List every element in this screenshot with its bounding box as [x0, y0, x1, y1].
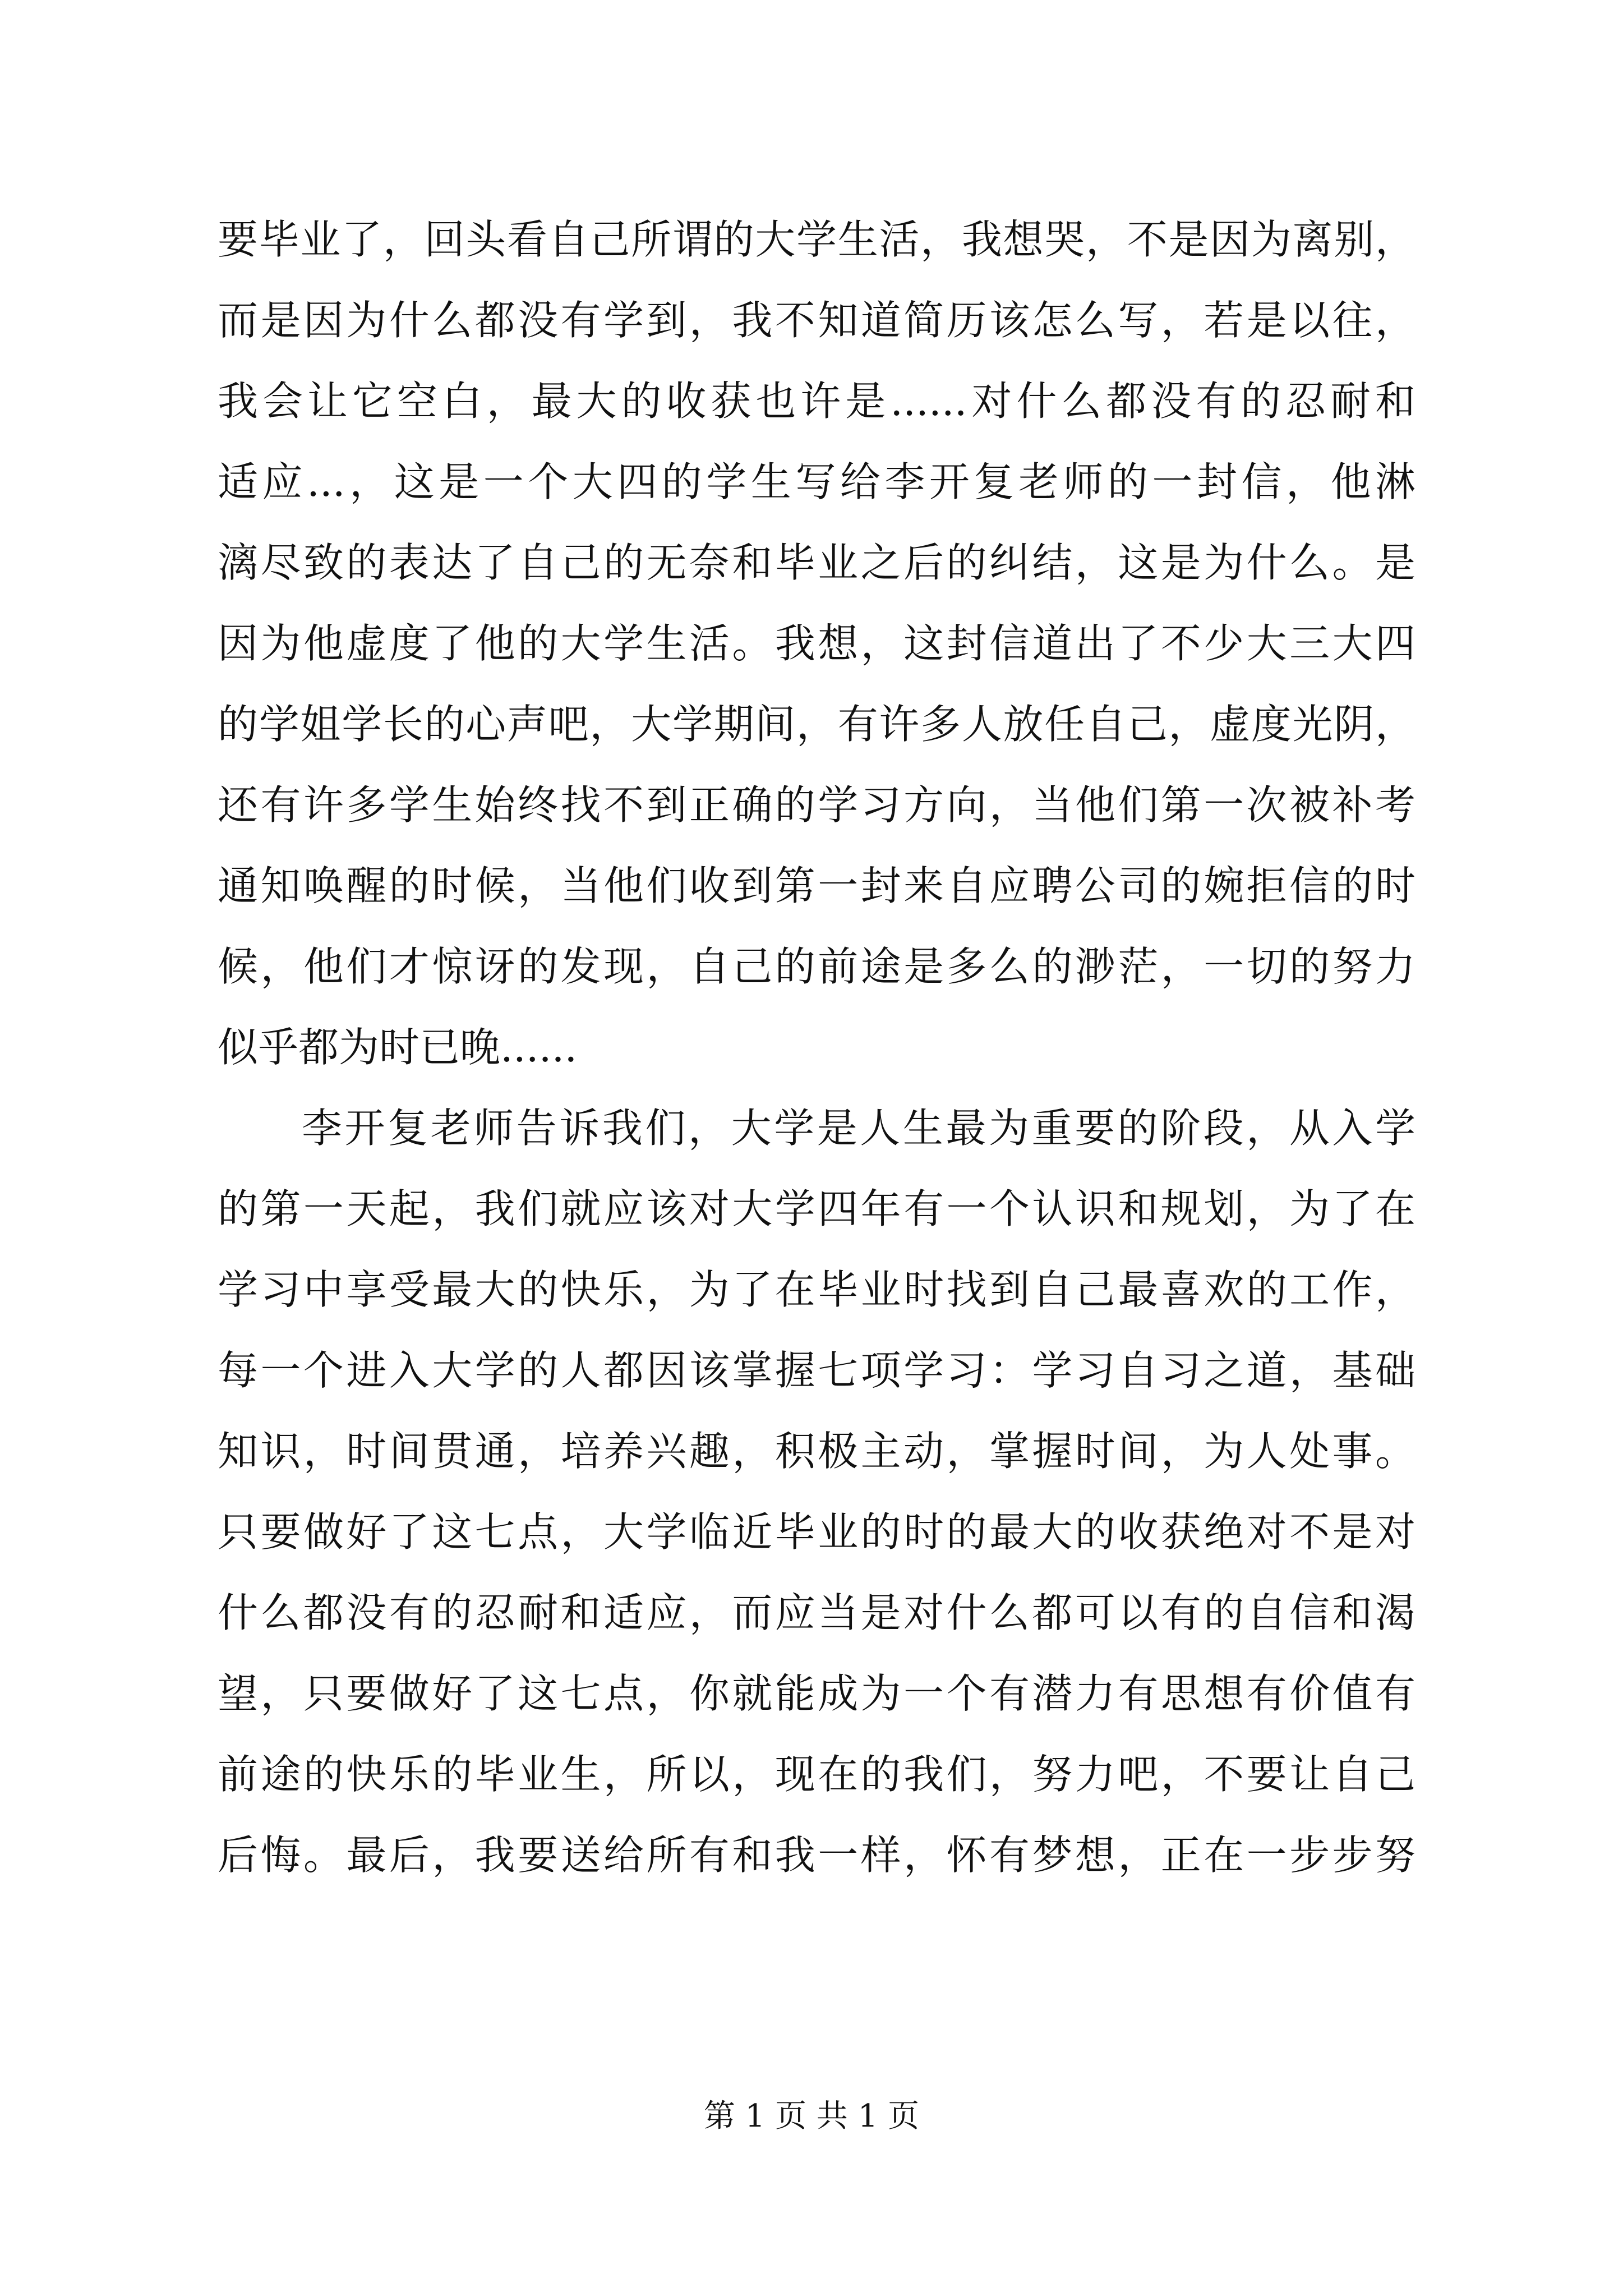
text-line: 而是因为什么都没有学到，我不知道简历该怎么写，若是以往，	[218, 297, 1415, 344]
text-line: 似乎都为时已晚......	[218, 1024, 578, 1071]
paragraph-2	[218, 1088, 1415, 1895]
document-body	[218, 199, 1415, 1895]
page-footer	[0, 2097, 1623, 2136]
text-line: 因为他虚度了他的大学生活。我想，这封信道出了不少大三大四	[218, 620, 1415, 667]
text-line: 只要做好了这七点，大学临近毕业的时的最大的收获绝对不是对	[218, 1508, 1415, 1556]
text-line: 学习中享受最大的快乐，为了在毕业时找到自己最喜欢的工作，	[218, 1266, 1415, 1313]
text-line: 前途的快乐的毕业生，所以，现在的我们，努力吧，不要让自己	[218, 1751, 1415, 1798]
text-line: 望，只要做好了这七点，你就能成为一个有潜力有思想有价值有	[218, 1670, 1415, 1717]
text-line: 要毕业了，回头看自己所谓的大学生活，我想哭，不是因为离别，	[218, 216, 1415, 263]
page-number: 第 1 页 共 1 页	[703, 2098, 920, 2134]
text-line: 通知唤醒的时候，当他们收到第一封来自应聘公司的婉拒信的时	[218, 862, 1415, 909]
text-line: 什么都没有的忍耐和适应，而应当是对什么都可以有的自信和渴	[218, 1589, 1415, 1636]
text-line: 知识，时间贯通，培养兴趣，积极主动，掌握时间，为人处事。	[218, 1428, 1415, 1475]
text-line: 的第一天起，我们就应该对大学四年有一个认识和规划，为了在	[218, 1185, 1415, 1232]
text-line: 候，他们才惊讶的发现，自己的前途是多么的渺茫，一切的努力	[218, 943, 1415, 990]
paragraph-1	[218, 199, 1415, 1088]
text-line: 适应...，这是一个大四的学生写给李开复老师的一封信，他淋	[218, 458, 1415, 505]
text-line: 后悔。最后，我要送给所有和我一样，怀有梦想，正在一步步努	[218, 1832, 1415, 1879]
text-line: 漓尽致的表达了自己的无奈和毕业之后的纠结，这是为什么。是	[218, 539, 1415, 586]
text-line: 李开复老师告诉我们，大学是人生最为重要的阶段，从入学	[302, 1105, 1415, 1152]
text-line: 还有许多学生始终找不到正确的学习方向，当他们第一次被补考	[218, 781, 1415, 829]
text-line: 每一个进入大学的人都因该掌握七项学习：学习自习之道，基础	[218, 1347, 1415, 1394]
text-line: 的学姐学长的心声吧，大学期间，有许多人放任自己，虚度光阴，	[218, 701, 1415, 748]
text-line: 我会让它空白，最大的收获也许是......对什么都没有的忍耐和	[218, 378, 1415, 425]
